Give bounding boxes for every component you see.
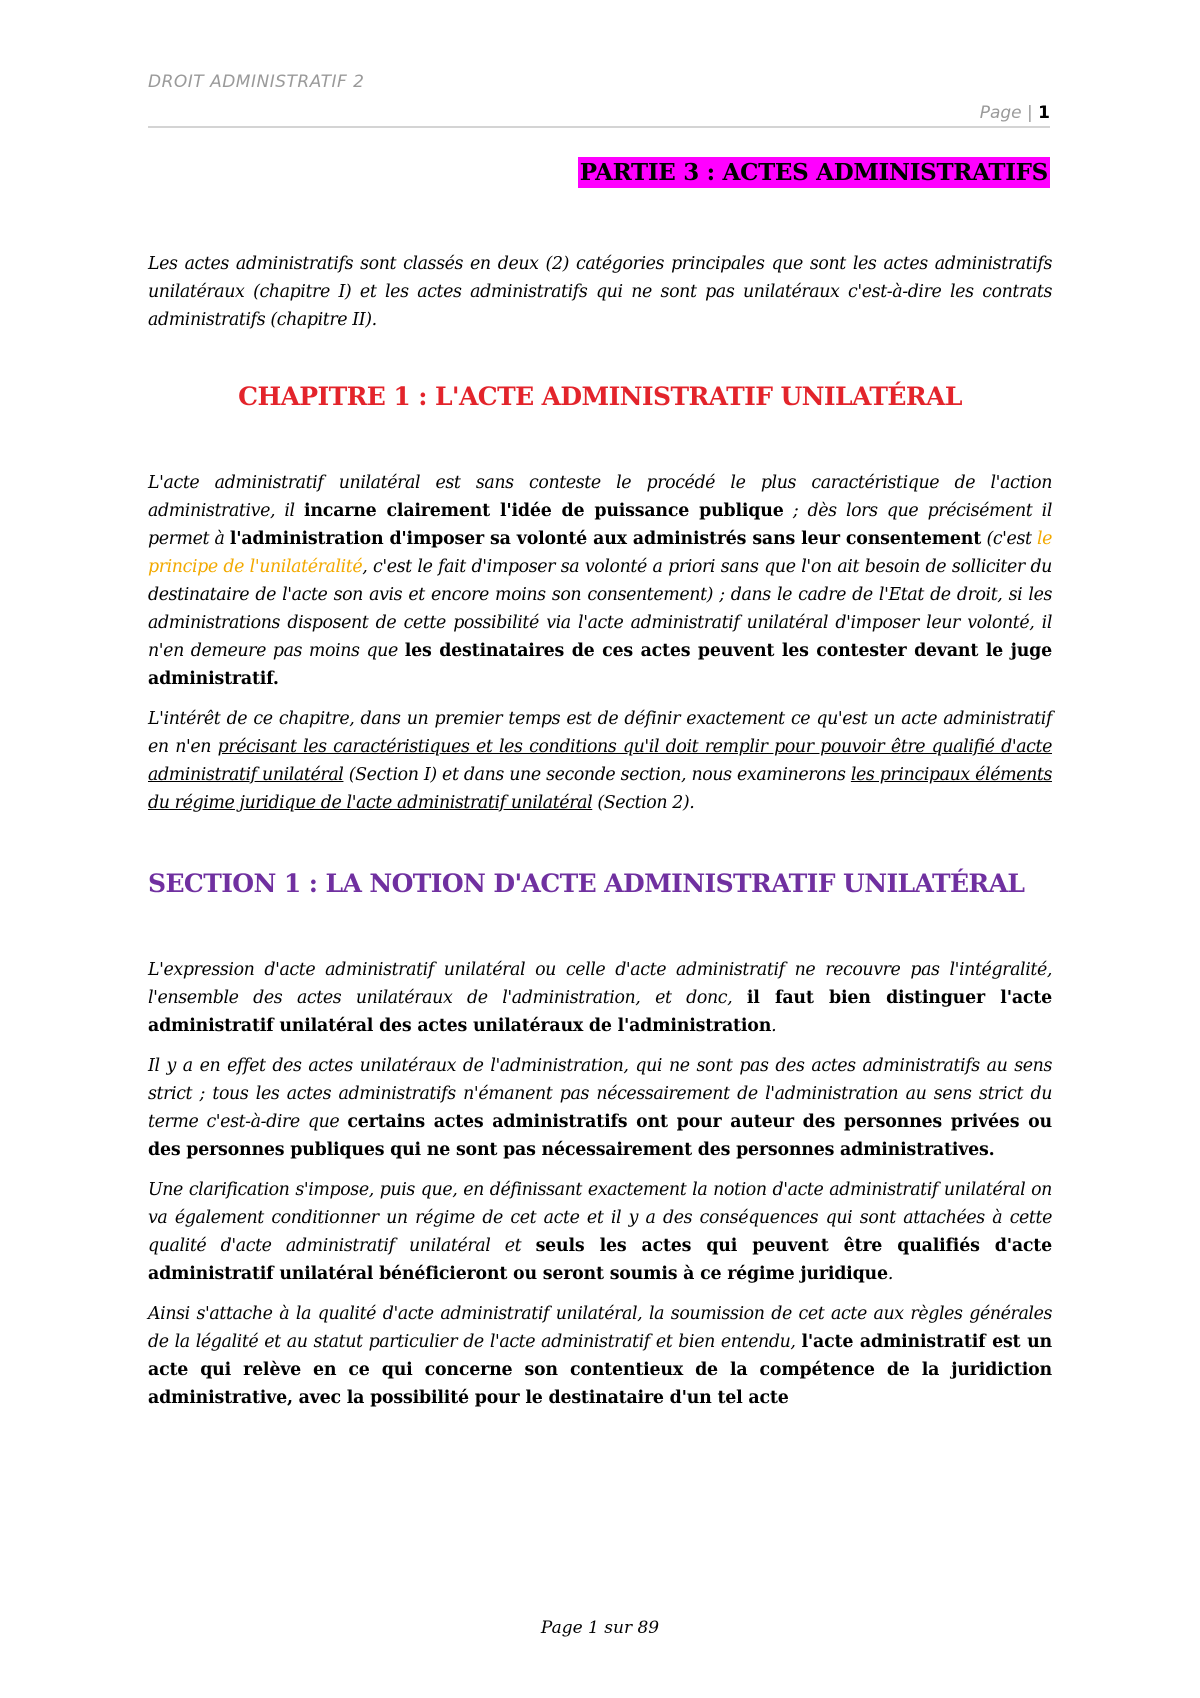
paragraph-2 bbox=[148, 705, 1052, 817]
p2-text-c: (Section I) et dans une seconde section, nous examinerons bbox=[343, 765, 851, 785]
running-header-title: DROIT ADMINISTRATIF 2 bbox=[148, 72, 365, 92]
header-page-number: 1 bbox=[1038, 103, 1050, 123]
paragraph-3 bbox=[148, 956, 1052, 1040]
p6-text-a: Ainsi s'attache à la qualité d'acte administratif unilatéral, la soumission de cet acte aux règles générales de la légalité et au statut particulier de l'acte administratif et bien entendu, bbox=[148, 1304, 1052, 1352]
p3-bold-b: il faut bien distinguer l'acte administratif unilatéral des actes unilatéraux de l'administration bbox=[148, 988, 1052, 1036]
p3-text-a: L'expression d'acte administratif unilatéral ou celle d'acte administratif ne recouvre pas l'intégralité, l'ensemble des actes unilatéraux de l'administration, et donc, bbox=[148, 960, 1052, 1008]
p1-bold-b: incarne clairement l'idée de puissance publique bbox=[303, 501, 784, 521]
p2-underline-b: précisant les caractéristiques et les conditions qu'il doit remplir pour pouvoir être qualifié d'acte administratif unilatéral bbox=[148, 737, 1052, 785]
partie-heading-wrap bbox=[578, 159, 1050, 186]
header-divider bbox=[148, 126, 1050, 128]
document-body bbox=[148, 250, 1052, 1424]
p1-text-c: ; dès lors que précisément il permet à bbox=[148, 501, 1052, 549]
p4-text-a: Il y a en effet des actes unilatéraux de l'administration, qui ne sont pas des actes administratifs au sens strict ; tous les actes administratifs n'émanent pas nécessairement de l'administration au sens strict du terme c'est-à-dire que bbox=[148, 1056, 1052, 1132]
intro-paragraph: Les actes administratifs sont classés en deux (2) catégories principales que sont les actes administratifs unilatéraux (chapitre I) et les actes administratifs qui ne sont pas unilatéraux c'est-à-dire les contrats administratifs (chapitre II). bbox=[148, 254, 1052, 330]
header-page-label: Page | bbox=[979, 103, 1039, 123]
p1-text-g: , c'est le fait d'imposer sa volonté a priori sans que l'on ait besoin de solliciter du destinataire de l'acte son avis et encore moins son consentement) ; dans le cadre de l'Etat de droit, si les administrations disposent de cette possibilité via l'acte administratif unilatéral d'imposer leur volonté, il n'en demeure pas moins que bbox=[148, 557, 1052, 661]
p1-text-e: (c'est bbox=[981, 529, 1037, 549]
p1-bold-h: les destinataires de ces actes peuvent les contester devant le juge administratif. bbox=[148, 641, 1052, 689]
paragraph-5 bbox=[148, 1176, 1052, 1288]
p5-text-c: . bbox=[887, 1264, 894, 1284]
paragraph-4 bbox=[148, 1052, 1052, 1164]
p1-text-a: L'acte administratif unilatéral est sans conteste le procédé le plus caractéristique de l'action administrative, il bbox=[148, 473, 1052, 521]
chapter-heading: CHAPITRE 1 : L'ACTE ADMINISTRATIF UNILATÉRAL bbox=[238, 382, 962, 411]
section-heading: SECTION 1 : LA NOTION D'ACTE ADMINISTRATIF UNILATÉRAL bbox=[148, 869, 1025, 898]
p2-text-e: (Section 2). bbox=[592, 793, 695, 813]
p4-bold-b: certains actes administratifs ont pour auteur des personnes privées ou des personnes publiques qui ne sont pas nécessairement des personnes administratives. bbox=[148, 1112, 1052, 1160]
partie-heading: PARTIE 3 : ACTES ADMINISTRATIFS bbox=[579, 159, 1048, 186]
p2-text-a: L'intérêt de ce chapitre, dans un premier temps est de définir exactement ce qu'est un acte administratif en n'en bbox=[148, 709, 1052, 757]
paragraph-6 bbox=[148, 1300, 1052, 1412]
p3-text-c: . bbox=[771, 1016, 777, 1036]
p2-underline-d: les principaux éléments du régime juridique de l'acte administratif unilatéral bbox=[148, 765, 1052, 813]
header-page-indicator bbox=[980, 103, 1050, 123]
paragraph-1 bbox=[148, 469, 1052, 693]
p1-bold-d: l'administration d'imposer sa volonté aux administrés sans leur consentement bbox=[229, 529, 982, 549]
page-footer: Page 1 sur 89 bbox=[540, 1618, 660, 1638]
p6-bold-b: l'acte administratif est un acte qui relève en ce qui concerne son contentieux de la compétence de la juridiction administrative, avec la possibilité pour le destinataire d'un tel acte bbox=[148, 1332, 1052, 1408]
p1-highlight-f: le principe de l'unilatéralité bbox=[148, 529, 1052, 577]
p5-text-a: Une clarification s'impose, puis que, en définissant exactement la notion d'acte administratif unilatéral on va également conditionner un régime de cet acte et il y a des conséquences qui sont attachées à cette qualité d'acte administratif unilatéral et bbox=[148, 1180, 1052, 1256]
p5-bold-b: seuls les actes qui peuvent être qualifiés d'acte administratif unilatéral bénéficieront ou seront soumis à ce régime juridique bbox=[148, 1236, 1052, 1284]
